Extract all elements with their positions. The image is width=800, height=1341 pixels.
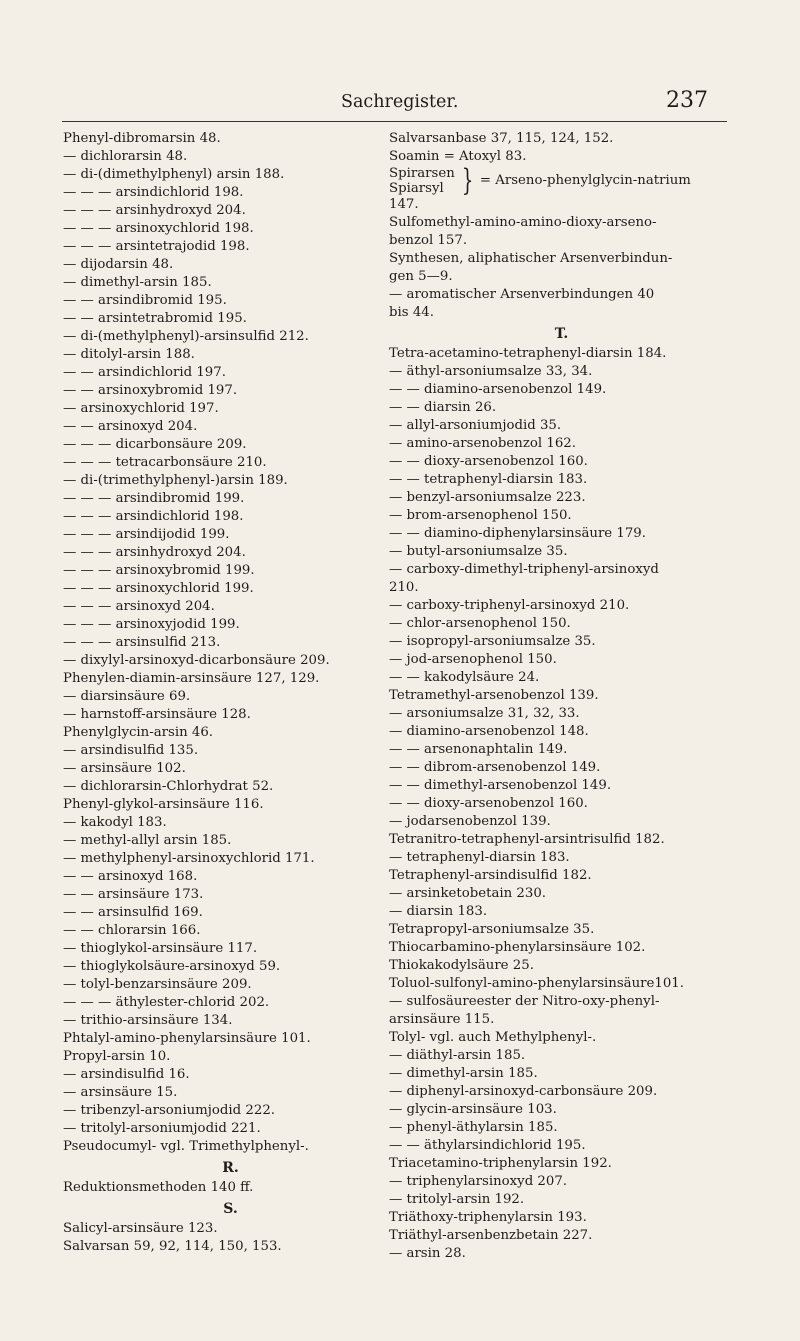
index-entry: Tetrapropyl-arsoniumsalze 35. (389, 922, 595, 937)
index-entry: — harnstoff-arsinsäure 128. (63, 707, 251, 722)
index-entry: — — dioxy-arsenobenzol 160. (389, 454, 588, 469)
section-letter-s: S. (223, 1201, 238, 1217)
brace-name-spiarsyl: Spiarsyl (389, 181, 444, 196)
index-entry: — dixylyl-arsinoxyd-dicarbonsäure 209. (63, 653, 330, 668)
index-entry: Tetraphenyl-arsindisulfid 182. (389, 868, 592, 883)
index-entry: — — — äthylester-chlorid 202. (63, 995, 270, 1010)
brace-glyph: } (461, 163, 474, 198)
index-list-r (63, 1179, 398, 1197)
running-title: Sachregister. (341, 92, 459, 112)
index-entry: — — — arsinhydroxyd 204. (63, 545, 246, 560)
index-entry: 210. (389, 580, 419, 595)
index-entry: — carboxy-triphenyl-arsinoxyd 210. (389, 598, 630, 613)
index-entry: — methyl-allyl arsin 185. (63, 833, 232, 848)
index-entry: — — — arsinoxychlorid 199. (63, 581, 254, 596)
index-entry: — — arsinoxyd 168. (63, 869, 198, 884)
index-entry: Triäthoxy-triphenylarsin 193. (389, 1210, 587, 1225)
index-entry: — — diamino-arsenobenzol 149. (389, 382, 607, 397)
index-column-right (389, 130, 734, 1263)
index-entry: — diphenyl-arsinoxyd-carbonsäure 209. (389, 1084, 658, 1099)
index-entry: — tribenzyl-arsoniumjodid 222. (63, 1103, 276, 1118)
index-entry: — — — dicarbonsäure 209. (63, 437, 247, 452)
index-entry: — benzyl-arsoniumsalze 223. (389, 490, 586, 505)
index-entry: — dimethyl-arsin 185. (389, 1066, 538, 1081)
index-entry: — — — arsindichlorid 198. (63, 185, 244, 200)
index-entry: — — dibrom-arsenobenzol 149. (389, 760, 601, 775)
index-entry: Tetramethyl-arsenobenzol 139. (389, 688, 599, 703)
index-entry: — — tetraphenyl-diarsin 183. (389, 472, 588, 487)
index-entry: — diarsinsäure 69. (63, 689, 191, 704)
brace-definition: = Arseno-phenylglycin-natrium (479, 173, 691, 188)
index-entry: Salvarsanbase 37, 115, 124, 152. (389, 131, 614, 146)
index-entry: — allyl-arsoniumjodid 35. (389, 418, 562, 433)
index-entry: — tritolyl-arsin 192. (389, 1192, 525, 1207)
index-entry: — arsinoxychlorid 197. (63, 401, 219, 416)
index-entry: arsinsäure 115. (389, 1012, 495, 1027)
index-entry: Tetranitro-tetraphenyl-arsintrisulfid 182. (389, 832, 665, 847)
index-entry: — — — arsindibromid 199. (63, 491, 245, 506)
section-letter-r: R. (222, 1160, 239, 1176)
index-entry: — methylphenyl-arsinoxychlorid 171. (63, 851, 315, 866)
index-entry: Phtalyl-amino-phenylarsinsäure 101. (63, 1031, 311, 1046)
index-entry: — di-(trimethylphenyl-)arsin 189. (63, 473, 288, 488)
brace-entry (389, 163, 734, 198)
index-list-s-cont (389, 130, 734, 166)
index-entry: Soamin = Atoxyl 83. (389, 149, 527, 164)
index-entry: — diarsin 183. (389, 904, 488, 919)
index-entry: — thioglykol-arsinsäure 117. (63, 941, 258, 956)
index-entry: — arsindisulfid 16. (63, 1067, 190, 1082)
index-entry: — — diamino-diphenylarsinsäure 179. (389, 526, 646, 541)
index-entry: — aromatischer Arsenverbindungen 40 (389, 287, 655, 302)
index-entry: Tetra-acetamino-tetraphenyl-diarsin 184. (389, 346, 667, 361)
index-entry: — tritolyl-arsoniumjodid 221. (63, 1121, 261, 1136)
index-entry: — — arsenonaphtalin 149. (389, 742, 568, 757)
index-entry: — amino-arsenobenzol 162. (389, 436, 576, 451)
index-entry: Reduktionsmethoden 140 ff. (63, 1180, 254, 1195)
index-entry: — — arsinsäure 173. (63, 887, 204, 902)
index-entry: — glycin-arsinsäure 103. (389, 1102, 557, 1117)
index-entry: Phenylen-diamin-arsinsäure 127, 129. (63, 671, 320, 686)
index-entry: Thiocarbamino-phenylarsinsäure 102. (389, 940, 646, 955)
index-entry: — sulfosäureester der Nitro-oxy-phenyl- (389, 994, 660, 1009)
index-entry: — — — arsindijodid 199. (63, 527, 230, 542)
index-entry: Triäthyl-arsenbenzbetain 227. (389, 1228, 593, 1243)
index-list-s (63, 1220, 398, 1256)
index-entry: — arsoniumsalze 31, 32, 33. (389, 706, 580, 721)
index-entry: — — kakodylsäure 24. (389, 670, 540, 685)
index-list-t (389, 345, 734, 1263)
index-entry: — — — arsintetrajodid 198. (63, 239, 250, 254)
index-entry: — — arsintetrabromid 195. (63, 311, 247, 326)
index-entry: — phenyl-äthylarsin 185. (389, 1120, 558, 1135)
index-entry: — diäthyl-arsin 185. (389, 1048, 526, 1063)
index-entry: — arsin 28. (389, 1246, 466, 1261)
index-entry: — brom-arsenophenol 150. (389, 508, 572, 523)
index-entry: gen 5—9. (389, 269, 453, 284)
index-entry: — — arsinoxybromid 197. (63, 383, 238, 398)
index-entry: — arsindisulfid 135. (63, 743, 199, 758)
index-entry: — tetraphenyl-diarsin 183. (389, 850, 570, 865)
header-rule (62, 121, 727, 122)
index-entry: — di-(dimethylphenyl) arsin 188. (63, 167, 285, 182)
index-entry: — jod-arsenophenol 150. (389, 652, 557, 667)
index-entry: Propyl-arsin 10. (63, 1049, 171, 1064)
index-entry: — — dioxy-arsenobenzol 160. (389, 796, 588, 811)
index-entry: Phenyl-glykol-arsinsäure 116. (63, 797, 264, 812)
page-header (0, 88, 800, 120)
index-entry: — — — arsinoxyd 204. (63, 599, 215, 614)
index-entry: — arsinsäure 102. (63, 761, 186, 776)
index-entry: — — arsindichlorid 197. (63, 365, 226, 380)
index-entry: — — diarsin 26. (389, 400, 497, 415)
section-letter-t: T. (554, 326, 569, 342)
index-entry: — — — arsinoxyjodid 199. (63, 617, 240, 632)
index-entry: — — — arsindichlorid 198. (63, 509, 244, 524)
index-entry: — — — arsinsulfid 213. (63, 635, 221, 650)
index-entry: — butyl-arsoniumsalze 35. (389, 544, 568, 559)
brace-name-spirarsen: Spirarsen (389, 166, 455, 181)
index-entry: Triacetamino-triphenylarsin 192. (389, 1156, 612, 1171)
index-entry: Salvarsan 59, 92, 114, 150, 153. (63, 1239, 282, 1254)
index-entry: Pseudocumyl- vgl. Trimethylphenyl-. (63, 1139, 309, 1154)
index-entry: — — arsindibromid 195. (63, 293, 227, 308)
index-list-p (63, 130, 398, 1156)
brace-continuation: 147. (389, 197, 419, 212)
index-entry: — — — tetracarbonsäure 210. (63, 455, 267, 470)
index-entry: — — — arsinoxybromid 199. (63, 563, 255, 578)
index-entry: Thiokakodylsäure 25. (389, 958, 534, 973)
index-entry: — dijodarsin 48. (63, 257, 174, 272)
index-entry: Salicyl-arsinsäure 123. (63, 1221, 218, 1236)
index-entry: Phenyl-dibromarsin 48. (63, 131, 221, 146)
index-column-left (63, 130, 398, 1256)
index-entry: — — arsinoxyd 204. (63, 419, 198, 434)
index-entry: — tolyl-benzarsinsäure 209. (63, 977, 252, 992)
index-entry: — di-(methylphenyl)-arsinsulfid 212. (63, 329, 309, 344)
index-entry: — — arsinsulfid 169. (63, 905, 203, 920)
index-entry: — — — arsinhydroxyd 204. (63, 203, 246, 218)
index-entry: — isopropyl-arsoniumsalze 35. (389, 634, 596, 649)
index-entry: — — chlorarsin 166. (63, 923, 201, 938)
index-entry: — trithio-arsinsäure 134. (63, 1013, 233, 1028)
index-list-s-more (389, 214, 734, 322)
index-entry: — dichlorarsin-Chlorhydrat 52. (63, 779, 274, 794)
index-entry: — thioglykolsäure-arsinoxyd 59. (63, 959, 281, 974)
index-entry: benzol 157. (389, 233, 468, 248)
index-entry: Phenylglycin-arsin 46. (63, 725, 214, 740)
index-entry: Tolyl- vgl. auch Methylphenyl-. (389, 1030, 597, 1045)
index-entry: — — dimethyl-arsenobenzol 149. (389, 778, 612, 793)
index-entry: — chlor-arsenophenol 150. (389, 616, 571, 631)
index-entry: — dimethyl-arsin 185. (63, 275, 212, 290)
index-entry: — — — arsinoxychlorid 198. (63, 221, 254, 236)
page-number: 237 (666, 88, 708, 113)
index-entry: — carboxy-dimethyl-triphenyl-arsinoxyd (389, 562, 659, 577)
index-entry: Toluol-sulfonyl-amino-phenylarsinsäure101. (389, 976, 684, 991)
index-entry: — arsinsäure 15. (63, 1085, 178, 1100)
index-entry: — jodarsenobenzol 139. (389, 814, 551, 829)
index-entry: — dichlorarsin 48. (63, 149, 188, 164)
index-entry: — diamino-arsenobenzol 148. (389, 724, 589, 739)
index-entry: — kakodyl 183. (63, 815, 167, 830)
index-entry: — arsinketobetain 230. (389, 886, 547, 901)
index-entry: Synthesen, aliphatischer Arsenverbindun- (389, 251, 673, 266)
index-entry: — ditolyl-arsin 188. (63, 347, 195, 362)
brace-names (389, 166, 455, 196)
index-entry: — triphenylarsinoxyd 207. (389, 1174, 568, 1189)
index-entry: Sulfomethyl-amino-amino-dioxy-arseno- (389, 215, 657, 230)
index-entry: bis 44. (389, 305, 434, 320)
index-entry: — äthyl-arsoniumsalze 33, 34. (389, 364, 593, 379)
index-entry: — — äthylarsindichlorid 195. (389, 1138, 586, 1153)
